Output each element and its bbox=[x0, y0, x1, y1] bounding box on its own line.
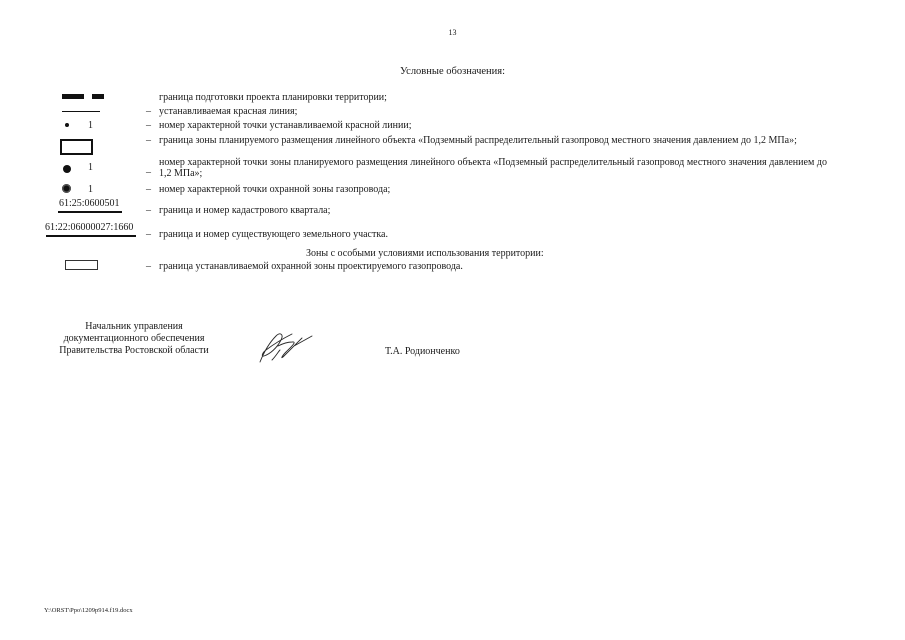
legend-item-text: граница подготовки проекта планировки территории; bbox=[159, 92, 387, 103]
solid-line-symbol bbox=[62, 111, 100, 112]
dashed-boundary-symbol bbox=[62, 94, 104, 100]
point-number-label: 1 bbox=[88, 184, 93, 195]
quarter-line-symbol bbox=[58, 211, 122, 213]
position-line: документационного обеспечения bbox=[63, 333, 205, 344]
dash-separator: – bbox=[146, 106, 151, 117]
legend-item-text: номер характерной точки охранной зоны газопровода; bbox=[159, 184, 391, 195]
land-plot-label: 61:22:06000027:1660 bbox=[45, 222, 134, 233]
file-path-footer: Y:\ORST\Ppo\1209p914.f19.docx bbox=[44, 607, 133, 614]
legend-item-text: устанавливаемая красная линия; bbox=[159, 106, 298, 117]
dash-separator: – bbox=[146, 261, 151, 272]
dash-separator: – bbox=[146, 229, 151, 240]
small-dot-symbol bbox=[65, 123, 69, 127]
dash-separator: – bbox=[146, 135, 151, 146]
dash-separator: – bbox=[146, 120, 151, 131]
legend-item-text: граница устанавливаемой охранной зоны проектируемого газопровода. bbox=[159, 261, 463, 272]
dash-separator: – bbox=[146, 184, 151, 195]
protection-zone-rectangle-symbol bbox=[65, 260, 98, 270]
page-number: 13 bbox=[448, 28, 457, 37]
ringed-dot-symbol bbox=[62, 184, 71, 193]
large-dot-symbol bbox=[63, 165, 71, 173]
signer-name: Т.А. Родионченко bbox=[385, 346, 460, 357]
handwritten-signature bbox=[254, 326, 316, 366]
point-number-label: 1 bbox=[88, 120, 93, 131]
plot-line-symbol bbox=[46, 235, 136, 237]
legend-item-text: номер характерной точки устанавливаемой красной линии; bbox=[159, 120, 412, 131]
dash-separator: – bbox=[146, 205, 151, 216]
rectangle-symbol bbox=[60, 139, 93, 155]
legend-item-text: номер характерной точки зоны планируемого размещения линейного объекта «Подземный распределительный газопровод местного значения давлением до 1,2 МПа»; bbox=[159, 157, 827, 179]
dash-separator: – bbox=[146, 167, 151, 178]
cadastral-quarter-label: 61:25:0600501 bbox=[59, 198, 120, 209]
position-line: Правительства Ростовской области bbox=[59, 345, 209, 356]
legend-title: Условные обозначения: bbox=[399, 66, 505, 77]
legend-item-text: граница и номер существующего земельного участка. bbox=[159, 229, 388, 240]
point-number-label: 1 bbox=[88, 162, 93, 173]
signer-position bbox=[44, 321, 224, 357]
position-line: Начальник управления bbox=[85, 321, 183, 332]
legend-item-text: граница зоны планируемого размещения линейного объекта «Подземный распределительный газопровод местного значения давлением до 1,2 МПа»; bbox=[159, 135, 797, 146]
legend-item-text: граница и номер кадастрового квартала; bbox=[159, 205, 331, 216]
zones-title: Зоны с особыми условиями использования территории: bbox=[306, 248, 544, 259]
